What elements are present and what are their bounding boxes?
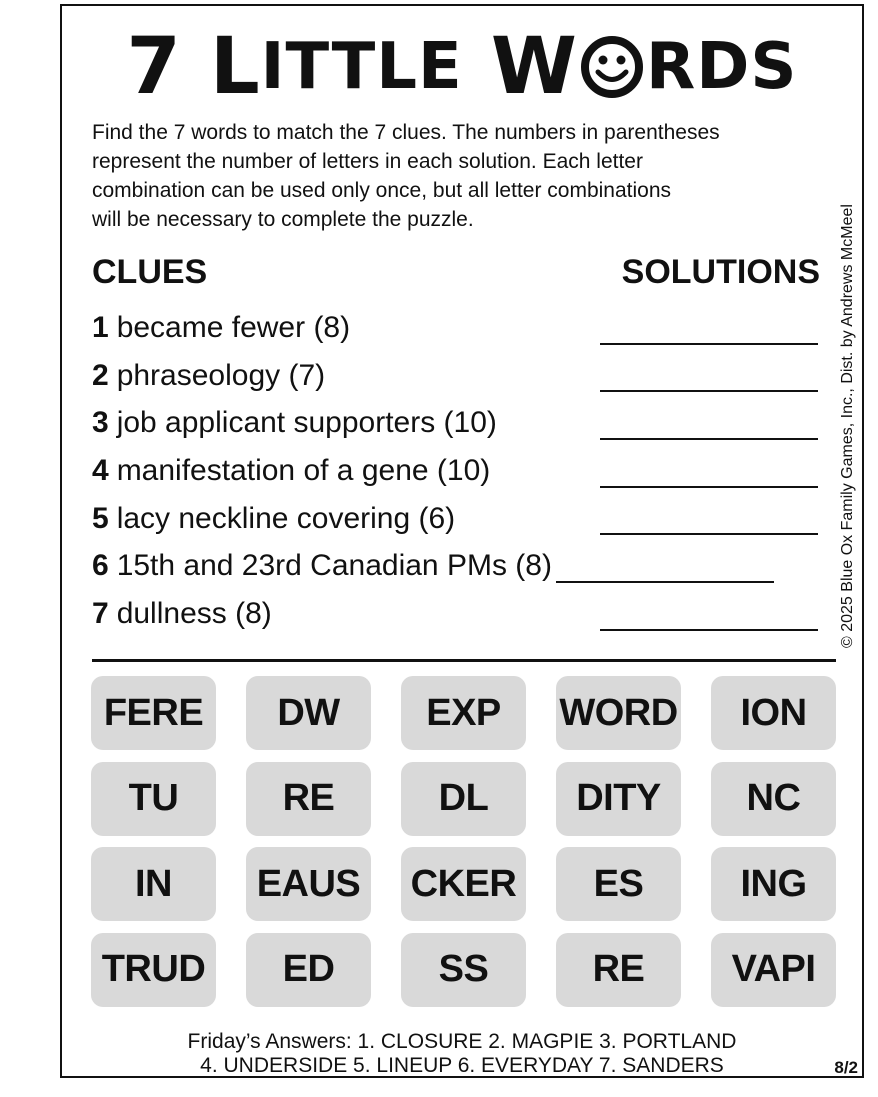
letter-tile-grid xyxy=(91,676,837,1007)
clue-row xyxy=(92,542,818,590)
clue-number: 2 xyxy=(92,358,109,392)
solution-blank[interactable] xyxy=(600,343,818,345)
clue-row xyxy=(92,447,818,495)
solution-blank[interactable] xyxy=(556,581,774,583)
clue-number: 6 xyxy=(92,549,109,583)
clue-text: lacy neckline covering (6) xyxy=(116,501,456,535)
puzzle-date: 8/2 xyxy=(834,1058,858,1077)
letter-tile[interactable]: TRUD xyxy=(91,933,216,1007)
letter-tile[interactable]: DL xyxy=(401,762,526,836)
clue-number: 3 xyxy=(92,406,109,440)
title-part-1: 7 L xyxy=(126,22,261,112)
letter-tile[interactable]: ED xyxy=(246,933,371,1007)
letter-tile[interactable]: ES xyxy=(556,847,681,921)
letter-tile[interactable]: NC xyxy=(711,762,836,836)
clues-header: CLUES xyxy=(92,253,208,291)
letter-tile[interactable]: EXP xyxy=(401,676,526,750)
letter-tile[interactable]: VAPI xyxy=(711,933,836,1007)
title-part-4: RDS xyxy=(645,30,798,104)
clue-number: 4 xyxy=(92,453,109,487)
clue-row xyxy=(92,304,818,352)
clue-list xyxy=(92,304,818,638)
clue-number: 5 xyxy=(92,501,109,535)
solution-blank[interactable] xyxy=(600,438,818,440)
clue-number: 1 xyxy=(92,310,109,344)
previous-answers-line-2: 4. UNDERSIDE 5. LINEUP 6. EVERYDAY 7. SANDERS xyxy=(200,1054,724,1077)
clue-row xyxy=(92,495,818,543)
letter-tile[interactable]: RE xyxy=(556,933,681,1007)
letter-tile[interactable]: ION xyxy=(711,676,836,750)
copyright-notice: © 2025 Blue Ox Family Games, Inc., Dist. by Andrews McMeel xyxy=(839,204,856,648)
solution-blank[interactable] xyxy=(600,629,818,631)
solution-blank[interactable] xyxy=(600,533,818,535)
clue-number: 7 xyxy=(92,596,109,630)
previous-answers-line-1: Friday’s Answers: 1. CLOSURE 2. MAGPIE 3. PORTLAND xyxy=(187,1030,737,1053)
solution-blank[interactable] xyxy=(600,486,818,488)
letter-tile[interactable]: DITY xyxy=(556,762,681,836)
title-part-3: W xyxy=(490,22,578,112)
smiley-face-icon xyxy=(580,35,644,99)
letter-tile[interactable]: EAUS xyxy=(246,847,371,921)
solution-blank[interactable] xyxy=(600,390,818,392)
clue-row xyxy=(92,399,818,447)
letter-tile[interactable]: IN xyxy=(91,847,216,921)
clue-text: manifestation of a gene (10) xyxy=(116,453,491,487)
clue-text: phraseology (7) xyxy=(116,358,326,392)
instructions: Find the 7 words to match the 7 clues. The numbers in parentheses represent the number of letters in each solution. Each letter combination can be used only once, but all letter combinations will be necessary to complete the puzzle. xyxy=(92,121,720,231)
puzzle-title xyxy=(60,22,864,112)
clue-text: job applicant supporters (10) xyxy=(116,406,497,440)
letter-tile[interactable]: WORD xyxy=(556,676,681,750)
section-divider xyxy=(92,659,836,662)
letter-tile[interactable]: SS xyxy=(401,933,526,1007)
clue-text: 15th and 23rd Canadian PMs (8) xyxy=(116,549,552,583)
letter-tile[interactable]: TU xyxy=(91,762,216,836)
clue-row xyxy=(92,590,818,638)
letter-tile[interactable]: CKER xyxy=(401,847,526,921)
letter-tile[interactable]: DW xyxy=(246,676,371,750)
letter-tile[interactable]: FERE xyxy=(91,676,216,750)
title-part-2: ITTLE xyxy=(260,30,463,104)
clue-text: dullness (8) xyxy=(116,596,272,630)
previous-answers xyxy=(60,1030,864,1078)
letter-tile[interactable]: ING xyxy=(711,847,836,921)
solutions-header: SOLUTIONS xyxy=(621,253,820,291)
clue-row xyxy=(92,352,818,400)
clue-text: became fewer (8) xyxy=(116,310,351,344)
letter-tile[interactable]: RE xyxy=(246,762,371,836)
